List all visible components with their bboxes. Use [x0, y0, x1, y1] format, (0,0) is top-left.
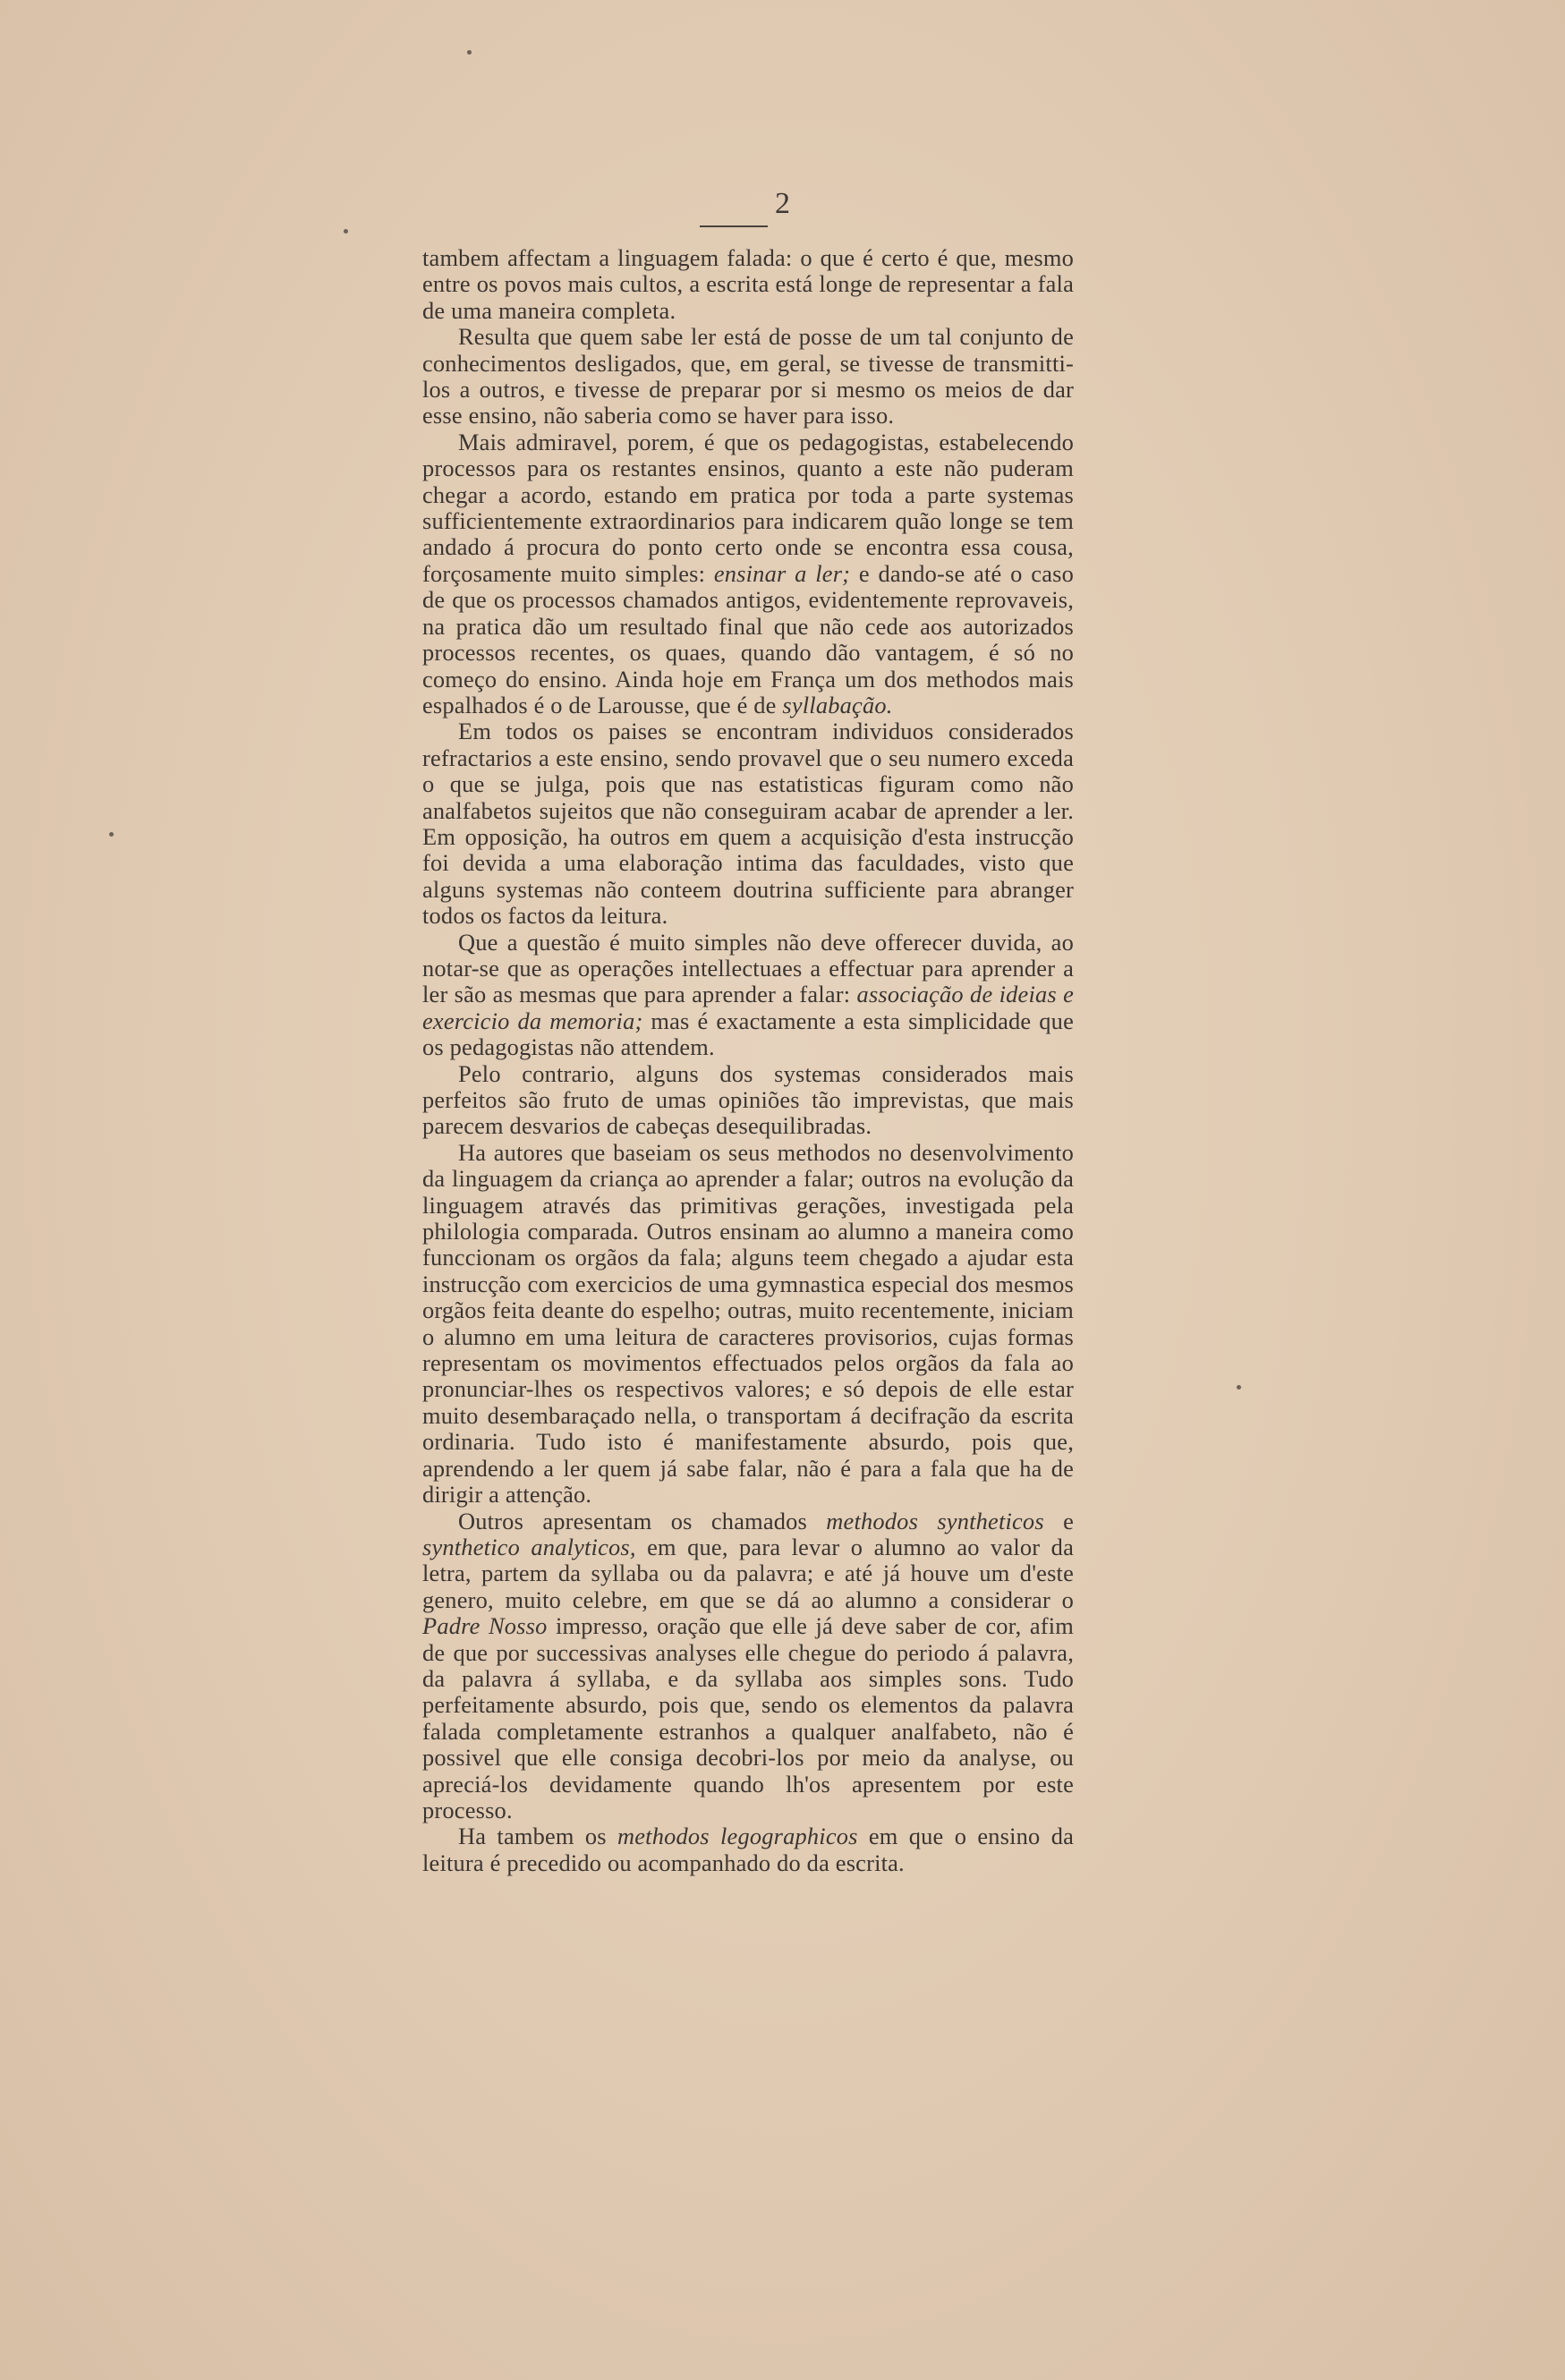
paper-speck [109, 832, 114, 837]
text-run: Mais admiravel, porem, é que os pedagogistas, estabelecendo processos para os restantes ensinos, quanto a este não puderam chegar a acordo, estando em pratica por toda a parte systemas sufficientemente extraordinarios para indicarem quão longe se tem andado á procura do ponto certo onde se encontra essa cousa, forçosamente muito simples: [422, 428, 1074, 587]
text-run: Outros apresentam os chamados [458, 1507, 827, 1534]
paragraph [422, 429, 1074, 718]
paragraph [422, 718, 1074, 929]
paragraph [422, 1061, 1074, 1140]
italic-phrase: associação de ideias e exercicio da memoria; [422, 981, 1074, 1034]
italic-phrase: syllabação. [782, 691, 893, 718]
paper-speck [1237, 1385, 1241, 1390]
text-run: tambem affectam a linguagem falada: o que é certo é que, mesmo entre os povos mais cultos, a escrita está longe de representar a fala de uma maneira completa. [422, 244, 1074, 324]
paper-speck [467, 50, 472, 55]
text-run: Que a questão é muito simples não deve offerecer duvida, ao notar-se que as operações intellectuaes a effectuar para aprender a ler são as mesmas que para aprender a falar: [422, 928, 1074, 1008]
italic-phrase: methodos legographicos [617, 1823, 858, 1850]
body-text [422, 245, 1074, 1876]
text-run: Ha tambem os [458, 1823, 617, 1850]
paragraph [422, 1823, 1074, 1876]
page-number: 2 [775, 187, 790, 220]
paragraph [422, 245, 1074, 324]
text-run: Ha autores que baseiam os seus methodos no desenvolvimento da linguagem da criança ao aprender a falar; outros na evolução da linguagem através das primitivas gerações, investigada pela philologia comparada. Outros ensinam ao alumno a maneira como funccionam os orgãos da fala; alguns teem chegado a ajudar esta instrucção com exercicios de uma gymnastica especial dos mesmos orgãos feita deante do espelho; outras, muito recentemente, iniciam o alumno em uma leitura de caracteres provisorios, cujas formas representam os movimentos effectuados pelos orgãos da fala ao pronunciar-lhes os respectivos valores; e só depois de elle estar muito desembaraçado nella, o transportam á decifração da escrita ordinaria. Tudo isto é manifestamente absurdo, pois que, aprendendo a ler quem já sabe falar, não é para a fala que ha de dirigir a attenção. [422, 1138, 1074, 1509]
text-run: Em todos os paises se encontram individuos considerados refractarios a este ensino, sendo provavel que o seu numero exceda o que se julga, pois que nas estatisticas figuram como não analfabetos sujeitos que não conseguiram acabar de aprender a ler. Em opposição, ha outros em quem a acquisição d'esta instrucção foi devida a uma elaboração intima das faculdades, visto que alguns systemas não conteem doutrina sufficiente para abranger todos os factos da leitura. [422, 718, 1074, 930]
italic-phrase: Padre Nosso [422, 1612, 548, 1640]
text-run: e [1043, 1507, 1074, 1534]
paragraph [422, 1140, 1074, 1509]
text-run: Resulta que quem sabe ler está de posse de um tal conjunto de conhecimentos desligados, que, em geral, se tivesse de transmitti-los a outros, e tivesse de preparar por si mesmo os meios de dar esse ensino, não saberia como se haver para isso. [422, 323, 1074, 429]
text-run: em que, para levar o alumno ao valor da letra, partem da syllaba ou da palavra; e até já houve um d'este genero, muito celebre, em que se dá ao alumno a considerar o [422, 1533, 1074, 1613]
text-run: Pelo contrario, alguns dos systemas considerados mais perfeitos são fruto de umas opiniões tão imprevistas, que mais parecem desvarios de cabeças desequilibradas. [422, 1059, 1074, 1140]
text-run: e dando-se até o caso de que os processos chamados antigos, evidentemente reprovaveis, na pratica dão um resultado final que não cede aos autorizados processos recentes, os quaes, quando dão vantagem, é só no começo do ensino. Ainda hoje em França um dos methodos mais espalhados é o de Larousse, que é de [422, 559, 1074, 718]
italic-phrase: methodos syntheticos [826, 1507, 1044, 1534]
paragraph [422, 930, 1074, 1061]
text-run: em que o ensino da leitura é precedido ou acompanhado do da escrita. [422, 1823, 1075, 1876]
italic-phrase: ensinar a ler; [713, 559, 851, 587]
text-run: mas é exactamente a esta simplicidade que os pedagogistas não attendem. [422, 1007, 1074, 1061]
page-number-rule [700, 225, 768, 227]
text-run: impresso, oração que elle já deve saber de cor, afim de que por successivas analyses elle chegue do periodo á palavra, da palavra á syllaba, e da syllaba aos simples sons. Tudo perfeitamente absurdo, pois que, sendo os elementos da palavra falada completamente estranhos a qualquer analfabeto, não é possivel que elle consiga decobri-los por meio da analyse, ou apreciá-los devidamente quando lh'os apresentem por este processo. [422, 1612, 1074, 1823]
paper-speck [344, 229, 348, 234]
paragraph [422, 1509, 1074, 1824]
italic-phrase: synthetico analyticos, [422, 1533, 636, 1560]
paragraph [422, 324, 1074, 429]
